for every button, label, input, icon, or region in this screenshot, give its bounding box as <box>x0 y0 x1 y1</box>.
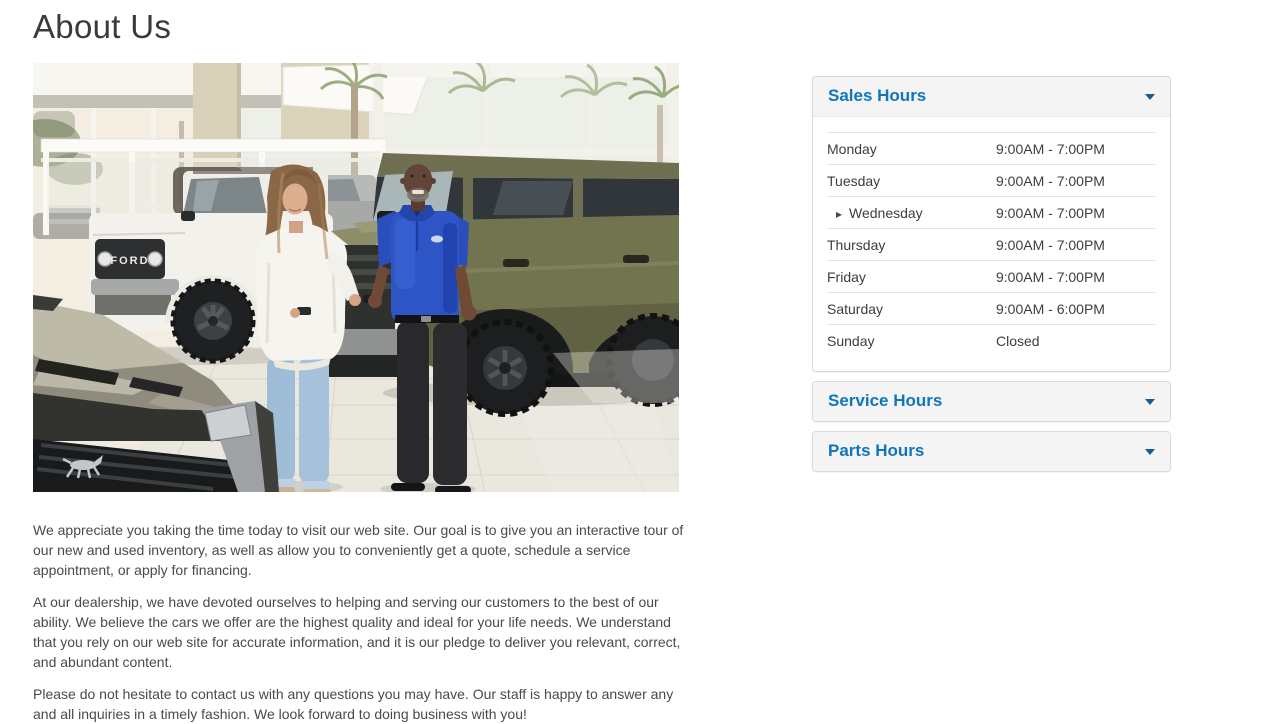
hours-day: Monday <box>827 141 877 157</box>
hours-row <box>827 325 1156 357</box>
hours-day: ▸ Wednesday <box>836 205 923 221</box>
hours-row <box>827 261 1156 293</box>
sales-hours-title: Sales Hours <box>828 86 927 105</box>
hours-sidebar <box>812 76 1171 481</box>
main-column <box>33 0 685 724</box>
hours-row <box>827 133 1156 165</box>
service-hours-header[interactable] <box>813 382 1170 421</box>
sales-hours-header[interactable] <box>813 77 1170 117</box>
hours-day: Sunday <box>827 333 875 349</box>
hours-time: 9:00AM - 7:00PM <box>996 173 1105 189</box>
hours-day: Tuesday <box>827 173 881 189</box>
hours-row <box>827 293 1156 325</box>
chevron-down-icon <box>1145 399 1155 405</box>
hours-day: Thursday <box>827 237 886 253</box>
hours-row <box>827 165 1156 197</box>
hours-time: 9:00AM - 6:00PM <box>996 301 1105 317</box>
bronco-grille-text: FORD <box>110 255 150 267</box>
hours-time: 9:00AM - 7:00PM <box>996 141 1105 157</box>
hours-time: Closed <box>996 333 1040 349</box>
sales-hours-table <box>827 132 1156 356</box>
sales-hours-body <box>813 117 1170 371</box>
hours-row <box>827 197 1156 229</box>
chevron-down-icon <box>1145 449 1155 455</box>
service-hours-title: Service Hours <box>828 391 943 410</box>
hours-time: 9:00AM - 7:00PM <box>996 269 1105 285</box>
parts-hours-panel <box>812 431 1171 472</box>
hours-day: Friday <box>827 269 866 285</box>
showroom-photo <box>33 63 679 492</box>
about-paragraph-1: We appreciate you taking the time today to visit our web site. Our goal is to give you an interactive tour of our new and used inventory, as well as allow you to conveniently get a quote, schedule a service appointment, or apply for financing. <box>33 522 684 578</box>
service-hours-panel <box>812 381 1171 422</box>
showroom-photo-art <box>33 63 679 492</box>
hours-row <box>827 229 1156 261</box>
chevron-down-icon <box>1145 94 1155 100</box>
hours-time: 9:00AM - 7:00PM <box>996 237 1105 253</box>
hours-day: Saturday <box>827 301 884 317</box>
parts-hours-title: Parts Hours <box>828 441 925 460</box>
today-marker-icon: ▸ <box>836 207 843 221</box>
about-paragraph-3: Please do not hesitate to contact us with any questions you may have. Our staff is happy to answer any and all inquiries in a timely fashion. We look forward to doing business with you! <box>33 686 674 722</box>
parts-hours-header[interactable] <box>813 432 1170 471</box>
sales-hours-panel <box>812 76 1171 372</box>
page-title: About Us <box>33 8 172 45</box>
about-paragraph-2: At our dealership, we have devoted ourselves to helping and serving our customers to the best of our ability. We believe the cars we offer are the highest quality and ideal for your life needs. We understand that you rely on our web site for accurate information, and it is our pledge to deliver you relevant, correct, and abundant content. <box>33 594 681 670</box>
hours-time: 9:00AM - 7:00PM <box>996 205 1105 221</box>
about-copy <box>33 520 685 724</box>
